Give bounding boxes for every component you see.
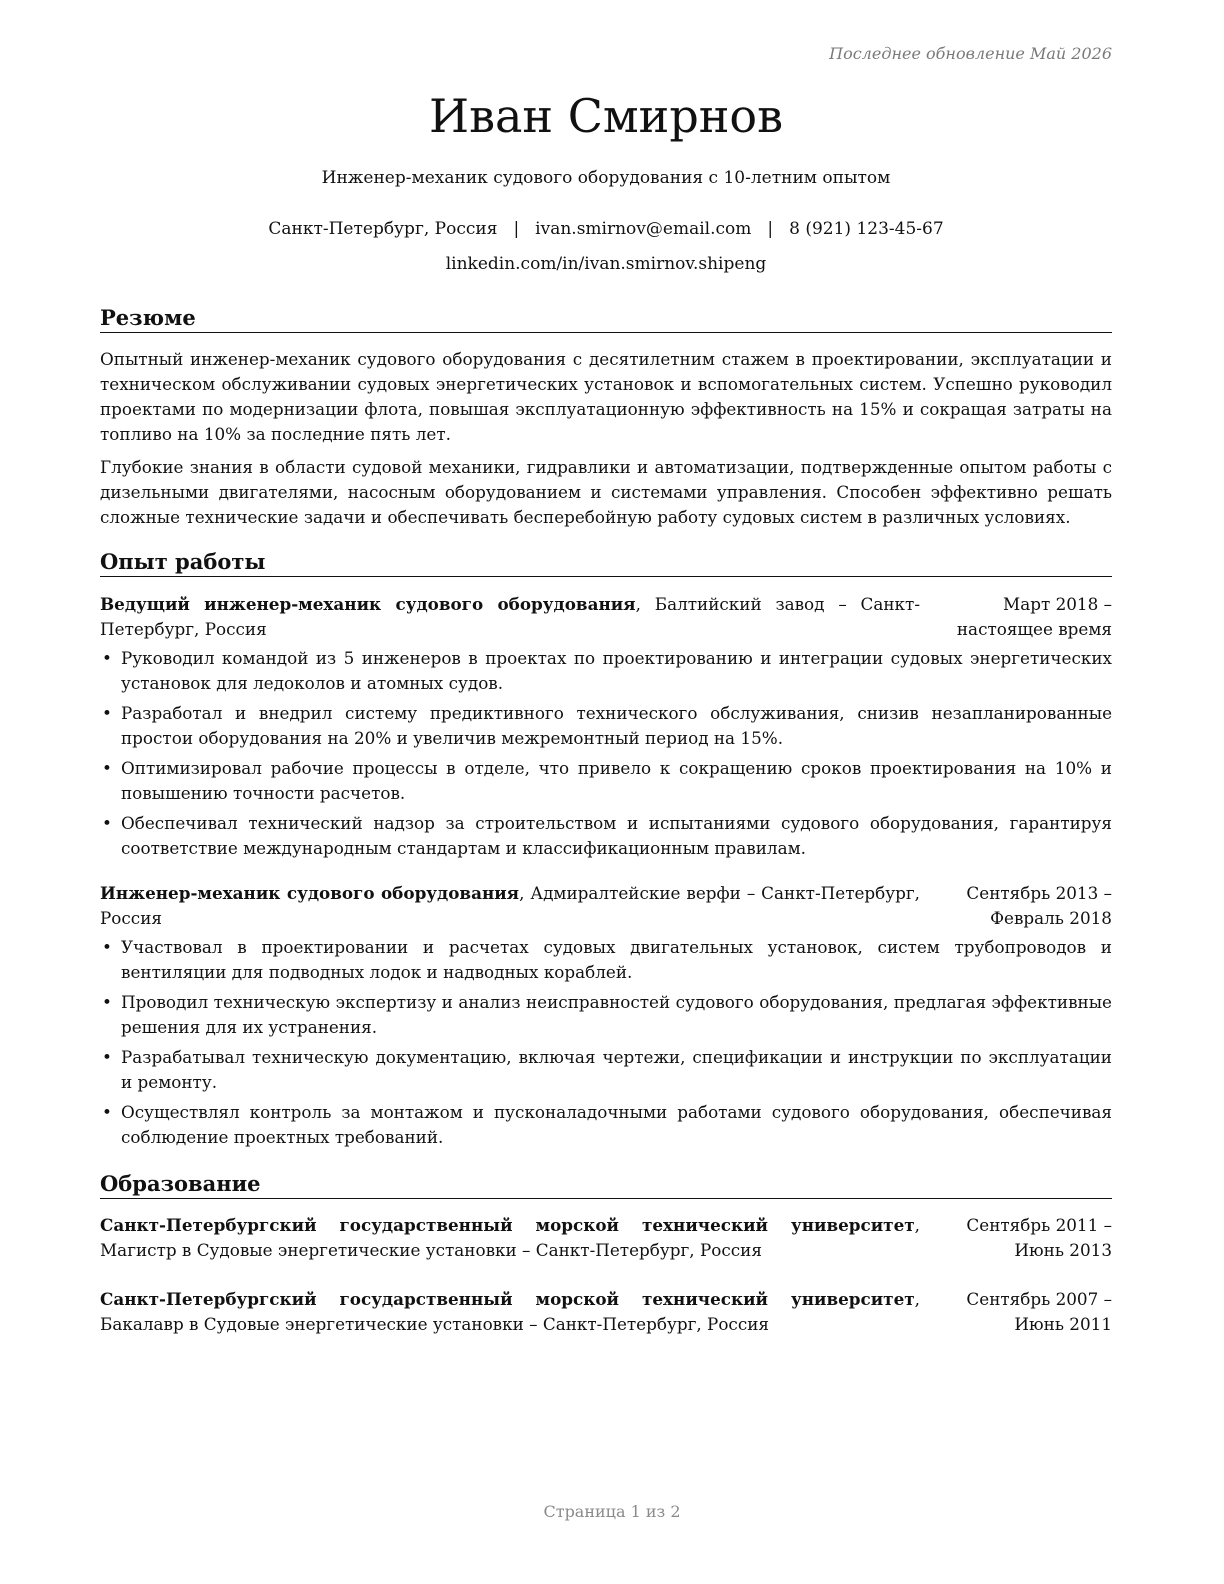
job-bullet: • Обеспечивал технический надзор за строительством и испытаниями судового оборудования, гарантируя соответствие международным стандартам и классификационным правилам. (100, 811, 1112, 861)
education-section (100, 1171, 1112, 1337)
contact-separator: | (767, 219, 774, 239)
job-entry (100, 592, 1112, 861)
section-title-education: Образование (100, 1171, 1112, 1199)
location-text: Санкт-Петербург, Россия (268, 219, 498, 239)
phone-text: 8 (921) 123-45-67 (789, 219, 944, 239)
contact-separator: | (513, 219, 520, 239)
job-header (100, 592, 1112, 642)
section-title-experience: Опыт работы (100, 549, 1112, 577)
job-dates: Март 2018 – настоящее время (956, 594, 1112, 639)
job-dates: Сентябрь 2013 – Февраль 2018 (966, 883, 1112, 928)
experience-section (100, 549, 1112, 1155)
job-bullets (100, 935, 1112, 1150)
job-position: Ведущий инженер-механик судового оборудования (100, 594, 636, 614)
summary-section (100, 305, 1112, 530)
summary-paragraph: Глубокие знания в области судовой механики, гидравлики и автоматизации, подтвержденные опытом работы с дизельными двигателями, насосным оборудованием и системами управления. Способен эффективно решать сложные технические задачи и обеспечивать бесперебойную работу судовых систем в различных условиях. (100, 457, 1112, 527)
job-header (100, 881, 1112, 931)
job-bullet: • Оптимизировал рабочие процессы в отделе, что привело к сокращению сроков проектирования на 10% и повышению точности расчетов. (100, 756, 1112, 806)
page-number: Страница 1 из 2 (543, 1502, 681, 1521)
last-updated-note: Последнее обновление Май 2026 (829, 44, 1112, 63)
education-details: , Магистр в Судовые энергетические установки – Санкт-Петербург, Россия (100, 1215, 920, 1260)
education-dates: Сентябрь 2007 – Июнь 2011 (966, 1289, 1112, 1334)
job-company: , Балтийский завод – Санкт-Петербург, Россия (100, 594, 920, 639)
job-bullet: • Осуществлял контроль за монтажом и пусконаладочными работами судового оборудования, обеспечивая соблюдение проектных требований. (100, 1100, 1112, 1150)
section-title-summary: Резюме (100, 305, 1112, 333)
job-bullets (100, 646, 1112, 861)
education-institution: Санкт-Петербургский государственный морской технический университет (100, 1289, 915, 1309)
education-institution: Санкт-Петербургский государственный морской технический университет (100, 1215, 915, 1235)
job-bullet: • Руководил командой из 5 инженеров в проектах по проектированию и интеграции судовых энергетических установок для ледоколов и атомных судов. (100, 646, 1112, 696)
job-bullet: • Проводил техническую экспертизу и анализ неисправностей судового оборудования, предлагая эффективные решения для их устранения. (100, 990, 1112, 1040)
job-entry (100, 881, 1112, 1150)
job-bullet: • Разрабатывал техническую документацию, включая чертежи, спецификации и инструкции по эксплуатации и ремонту. (100, 1045, 1112, 1095)
education-details: , Бакалавр в Судовые энергетические установки – Санкт-Петербург, Россия (100, 1289, 920, 1334)
job-company: , Адмиралтейские верфи – Санкт-Петербург, Россия (100, 883, 921, 928)
education-dates: Сентябрь 2011 – Июнь 2013 (966, 1215, 1112, 1260)
job-bullet: • Разработал и внедрил систему предиктивного технического обслуживания, снизив незапланированные простои оборудования на 20% и увеличив межремонтный период на 15%. (100, 701, 1112, 751)
job-position: Инженер-механик судового оборудования (100, 883, 520, 903)
candidate-headline: Инженер-механик судового оборудования с 10-летним опытом (321, 168, 891, 188)
education-entry (100, 1213, 1112, 1263)
summary-paragraph: Опытный инженер-механик судового оборудования с десятилетним стажем в проектировании, эксплуатации и техническом обслуживании судовых энергетических установок и вспомогательных систем. Успешно руководил проектами по модернизации флота, повышая эксплуатационную эффективность на 15% и сокращая затраты на топливо на 10% за последние пять лет. (100, 349, 1112, 444)
education-entry (100, 1287, 1112, 1337)
contact-line (100, 219, 1112, 239)
email-link[interactable]: ivan.smirnov@email.com (535, 219, 752, 239)
candidate-name: Иван Смирнов (428, 89, 784, 143)
linkedin-link[interactable]: linkedin.com/in/ivan.smirnov.shipeng (445, 254, 767, 274)
job-bullet: • Участвовал в проектировании и расчетах судовых двигательных установок, систем трубопроводов и вентиляции для подводных лодок и надводных кораблей. (100, 935, 1112, 985)
